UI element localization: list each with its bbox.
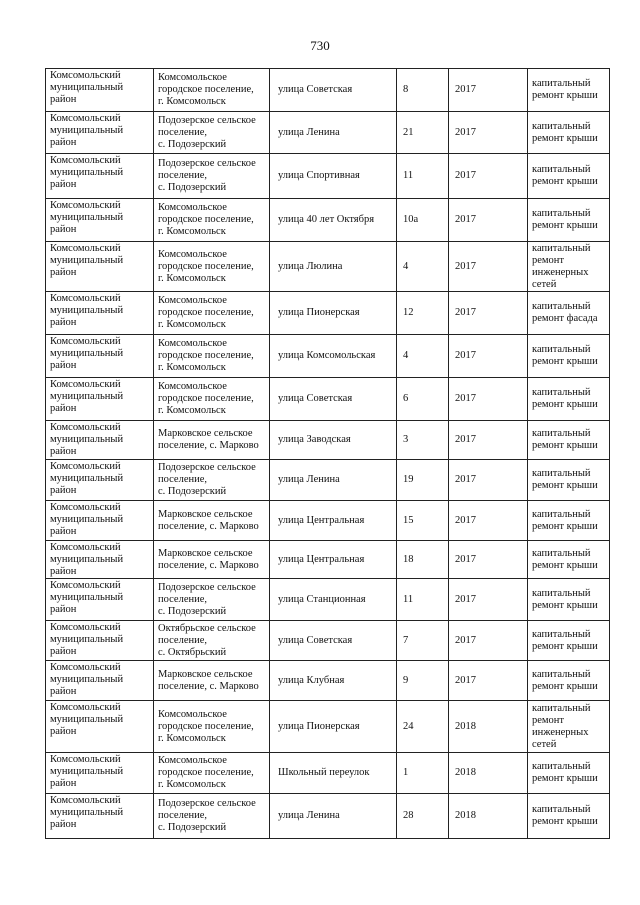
work-type-cell-line: инженерных: [532, 266, 589, 278]
work-type-cell: [528, 621, 610, 661]
work-type-cell: [528, 753, 610, 794]
work-type-cell-line: капитальный: [532, 120, 591, 132]
district-cell: Комсомольский муниципальный район: [46, 661, 154, 701]
district-cell: Комсомольский муниципальный район: [46, 378, 154, 421]
work-type-cell: [528, 199, 610, 242]
settlement-cell: [154, 794, 270, 839]
house-cell: 7: [397, 621, 449, 661]
work-type-cell: [528, 541, 610, 579]
work-type-cell-line: ремонт крыши: [532, 773, 598, 784]
settlement-cell: [154, 579, 270, 621]
year-cell: 2017: [449, 335, 528, 378]
district-cell: Комсомольский муниципальный район: [46, 460, 154, 501]
street-cell: улица Люлина: [270, 242, 397, 292]
street-cell: улица Советская: [270, 378, 397, 421]
work-type-cell-line: ремонт крыши: [532, 440, 598, 451]
year-cell: 2017: [449, 242, 528, 292]
work-type-cell: [528, 335, 610, 378]
work-type-cell-line: капитальный: [532, 428, 591, 439]
street-cell: улица Заводская: [270, 421, 397, 460]
settlement-cell: [154, 661, 270, 701]
work-type-cell-line: ремонт крыши: [532, 356, 598, 367]
house-cell: 11: [397, 154, 449, 199]
settlement-cell-line: Подозерское сельское: [158, 798, 256, 809]
table-row: [46, 501, 610, 541]
settlement-cell-line: поселение, с. Марково: [158, 559, 259, 571]
work-type-cell-line: ремонт крыши: [532, 520, 598, 532]
settlement-cell-line: Комсомольское: [158, 755, 227, 766]
district-cell: Комсомольский муниципальный район: [46, 154, 154, 199]
settlement-cell-line: г. Комсомольск: [158, 362, 226, 373]
settlement-cell: [154, 541, 270, 579]
table-row: [46, 579, 610, 621]
street-cell: улица Ленина: [270, 460, 397, 501]
settlement-cell-line: Марковское сельское: [158, 668, 253, 680]
page-number: 730: [310, 38, 330, 53]
street-cell: Школьный переулок: [270, 753, 397, 794]
work-type-cell: [528, 69, 610, 112]
street-cell: улица Ленина: [270, 794, 397, 839]
year-cell: 2018: [449, 701, 528, 753]
settlement-cell: [154, 753, 270, 794]
year-cell: 2017: [449, 661, 528, 701]
work-type-cell-line: капитальный: [532, 508, 591, 520]
settlement-cell-line: Подозерское сельское: [158, 581, 256, 593]
work-type-cell: [528, 661, 610, 701]
work-type-cell-line: капитальный: [532, 702, 591, 714]
work-type-cell-line: ремонт крыши: [532, 399, 598, 410]
house-cell: 8: [397, 69, 449, 112]
housing-repair-table: [45, 68, 610, 839]
settlement-cell: [154, 292, 270, 335]
settlement-cell-line: поселение,: [158, 810, 208, 821]
work-type-cell: [528, 460, 610, 501]
table-row: [46, 421, 610, 460]
year-cell: 2018: [449, 794, 528, 839]
house-cell: 12: [397, 292, 449, 335]
settlement-cell-line: г. Комсомольск: [158, 779, 226, 790]
year-cell: 2017: [449, 501, 528, 541]
district-cell: Комсомольский муниципальный район: [46, 579, 154, 621]
house-cell: 15: [397, 501, 449, 541]
settlement-cell: [154, 701, 270, 753]
work-type-cell-line: ремонт крыши: [532, 599, 598, 611]
work-type-cell-line: ремонт фасада: [532, 313, 598, 324]
work-type-cell-line: капитальный: [532, 208, 591, 219]
table-row: [46, 242, 610, 292]
district-cell: Комсомольский муниципальный район: [46, 335, 154, 378]
year-cell: 2017: [449, 69, 528, 112]
street-cell: улица Спортивная: [270, 154, 397, 199]
work-type-cell-line: капитальный: [532, 587, 591, 599]
street-cell: улица Центральная: [270, 541, 397, 579]
work-type-cell-line: капитальный: [532, 301, 591, 312]
settlement-cell-line: Комсомольское: [158, 381, 227, 392]
district-cell: Комсомольский муниципальный район: [46, 541, 154, 579]
year-cell: 2017: [449, 621, 528, 661]
work-type-cell-line: капитальный: [532, 628, 591, 640]
work-type-cell-line: ремонт крыши: [532, 90, 598, 101]
district-cell: Комсомольский муниципальный район: [46, 421, 154, 460]
work-type-cell-line: ремонт крыши: [532, 816, 598, 827]
work-type-cell: [528, 112, 610, 154]
year-cell: 2017: [449, 199, 528, 242]
work-type-cell: [528, 421, 610, 460]
work-type-cell-line: ремонт: [532, 254, 565, 266]
house-cell: 28: [397, 794, 449, 839]
settlement-cell: [154, 335, 270, 378]
street-cell: улица Станционная: [270, 579, 397, 621]
street-cell: улица Советская: [270, 69, 397, 112]
settlement-cell-line: Подозерское сельское: [158, 158, 256, 169]
house-cell: 18: [397, 541, 449, 579]
settlement-cell: [154, 199, 270, 242]
work-type-cell: [528, 154, 610, 199]
work-type-cell-line: ремонт крыши: [532, 132, 598, 144]
district-cell: Комсомольский муниципальный район: [46, 621, 154, 661]
settlement-cell-line: поселение,: [158, 170, 208, 181]
settlement-cell-line: Подозерское сельское: [158, 462, 256, 473]
street-cell: улица Советская: [270, 621, 397, 661]
work-type-cell-line: капитальный: [532, 242, 591, 254]
table-row: [46, 378, 610, 421]
work-type-cell-line: сетей: [532, 278, 557, 290]
work-type-cell: [528, 579, 610, 621]
street-cell: улица Центральная: [270, 501, 397, 541]
settlement-cell-line: городское поселение,: [158, 350, 254, 361]
district-cell: Комсомольский муниципальный район: [46, 753, 154, 794]
settlement-cell-line: г. Комсомольск: [158, 732, 226, 744]
house-cell: 3: [397, 421, 449, 460]
settlement-cell-line: с. Подозерский: [158, 182, 227, 193]
work-type-cell: [528, 242, 610, 292]
table-row: [46, 701, 610, 753]
year-cell: 2017: [449, 154, 528, 199]
work-type-cell-line: ремонт крыши: [532, 559, 598, 571]
settlement-cell: [154, 501, 270, 541]
table-row: [46, 460, 610, 501]
house-cell: 19: [397, 460, 449, 501]
work-type-cell-line: сетей: [532, 738, 557, 750]
year-cell: 2017: [449, 112, 528, 154]
district-cell: Комсомольский муниципальный район: [46, 199, 154, 242]
settlement-cell: [154, 154, 270, 199]
settlement-cell-line: городское поселение,: [158, 260, 254, 272]
settlement-cell-line: г. Комсомольск: [158, 226, 226, 237]
house-cell: 9: [397, 661, 449, 701]
settlement-cell-line: г. Комсомольск: [158, 272, 226, 284]
district-cell: Комсомольский муниципальный район: [46, 292, 154, 335]
settlement-cell-line: Комсомольское: [158, 248, 227, 260]
street-cell: улица Пионерская: [270, 292, 397, 335]
settlement-cell-line: Комсомольское: [158, 338, 227, 349]
settlement-cell: [154, 460, 270, 501]
table-row: [46, 292, 610, 335]
work-type-cell-line: ремонт: [532, 714, 565, 726]
work-type-cell-line: капитальный: [532, 668, 591, 680]
settlement-cell: [154, 112, 270, 154]
house-cell: 1: [397, 753, 449, 794]
table-row: [46, 69, 610, 112]
settlement-cell: [154, 242, 270, 292]
house-cell: 10а: [397, 199, 449, 242]
year-cell: 2018: [449, 753, 528, 794]
work-type-cell-line: ремонт крыши: [532, 680, 598, 692]
table-row: [46, 621, 610, 661]
settlement-cell-line: городское поселение,: [158, 307, 254, 318]
settlement-cell-line: Марковское сельское: [158, 547, 253, 559]
district-cell: Комсомольский муниципальный район: [46, 701, 154, 753]
table-row: [46, 199, 610, 242]
table-row: [46, 154, 610, 199]
work-type-cell-line: ремонт крыши: [532, 220, 598, 231]
table-row: [46, 794, 610, 839]
settlement-cell-line: с. Октябрьский: [158, 646, 227, 658]
work-type-cell-line: капитальный: [532, 78, 591, 89]
work-type-cell-line: капитальный: [532, 164, 591, 175]
settlement-cell-line: поселение,: [158, 634, 208, 646]
settlement-cell-line: поселение, с. Марково: [158, 440, 259, 451]
work-type-cell-line: капитальный: [532, 761, 591, 772]
street-cell: улица Ленина: [270, 112, 397, 154]
settlement-cell-line: Подозерское сельское: [158, 114, 256, 126]
settlement-cell-line: поселение,: [158, 126, 208, 138]
district-cell: Комсомольский муниципальный район: [46, 69, 154, 112]
work-type-cell-line: капитальный: [532, 387, 591, 398]
work-type-cell-line: инженерных: [532, 726, 589, 738]
work-type-cell: [528, 794, 610, 839]
settlement-cell-line: с. Подозерский: [158, 138, 227, 150]
street-cell: улица Клубная: [270, 661, 397, 701]
settlement-cell-line: с. Подозерский: [158, 822, 227, 833]
house-cell: 4: [397, 335, 449, 378]
settlement-cell-line: поселение,: [158, 474, 208, 485]
year-cell: 2017: [449, 541, 528, 579]
settlement-cell-line: с. Подозерский: [158, 605, 227, 617]
work-type-cell: [528, 292, 610, 335]
table-row: [46, 335, 610, 378]
district-cell: Комсомольский муниципальный район: [46, 501, 154, 541]
settlement-cell-line: поселение, с. Марково: [158, 680, 259, 692]
settlement-cell-line: с. Подозерский: [158, 486, 227, 497]
settlement-cell-line: городское поселение,: [158, 84, 254, 95]
settlement-cell-line: г. Комсомольск: [158, 405, 226, 416]
settlement-cell-line: Комсомольское: [158, 202, 227, 213]
house-cell: 24: [397, 701, 449, 753]
year-cell: 2017: [449, 378, 528, 421]
settlement-cell-line: городское поселение,: [158, 214, 254, 225]
table-row: [46, 661, 610, 701]
settlement-cell: [154, 69, 270, 112]
settlement-cell: [154, 421, 270, 460]
settlement-cell-line: Комсомольское: [158, 295, 227, 306]
district-cell: Комсомольский муниципальный район: [46, 242, 154, 292]
work-type-cell: [528, 378, 610, 421]
settlement-cell-line: г. Комсомольск: [158, 319, 226, 330]
settlement-cell-line: городское поселение,: [158, 767, 254, 778]
settlement-cell: [154, 378, 270, 421]
settlement-cell-line: поселение,: [158, 593, 208, 605]
street-cell: улица 40 лет Октября: [270, 199, 397, 242]
work-type-cell-line: капитальный: [532, 468, 591, 479]
settlement-cell-line: г. Комсомольск: [158, 96, 226, 107]
settlement-cell-line: Октябрьское сельское: [158, 622, 256, 634]
house-cell: 11: [397, 579, 449, 621]
work-type-cell: [528, 501, 610, 541]
work-type-cell-line: капитальный: [532, 547, 591, 559]
settlement-cell: [154, 621, 270, 661]
table-row: [46, 112, 610, 154]
street-cell: улица Комсомольская: [270, 335, 397, 378]
work-type-cell-line: капитальный: [532, 804, 591, 815]
table-row: [46, 753, 610, 794]
table-row: [46, 541, 610, 579]
street-cell: улица Пионерская: [270, 701, 397, 753]
year-cell: 2017: [449, 421, 528, 460]
work-type-cell: [528, 701, 610, 753]
district-cell: Комсомольский муниципальный район: [46, 112, 154, 154]
settlement-cell-line: Комсомольское: [158, 708, 227, 720]
house-cell: 6: [397, 378, 449, 421]
settlement-cell-line: Марковское сельское: [158, 428, 253, 439]
house-cell: 4: [397, 242, 449, 292]
settlement-cell-line: Марковское сельское: [158, 508, 253, 520]
settlement-cell-line: Комсомольское: [158, 72, 227, 83]
year-cell: 2017: [449, 579, 528, 621]
work-type-cell-line: ремонт крыши: [532, 176, 598, 187]
district-cell: Комсомольский муниципальный район: [46, 794, 154, 839]
work-type-cell-line: ремонт крыши: [532, 640, 598, 652]
work-type-cell-line: капитальный: [532, 344, 591, 355]
year-cell: 2017: [449, 292, 528, 335]
year-cell: 2017: [449, 460, 528, 501]
work-type-cell-line: ремонт крыши: [532, 480, 598, 491]
settlement-cell-line: городское поселение,: [158, 393, 254, 404]
house-cell: 21: [397, 112, 449, 154]
settlement-cell-line: городское поселение,: [158, 720, 254, 732]
settlement-cell-line: поселение, с. Марково: [158, 520, 259, 532]
